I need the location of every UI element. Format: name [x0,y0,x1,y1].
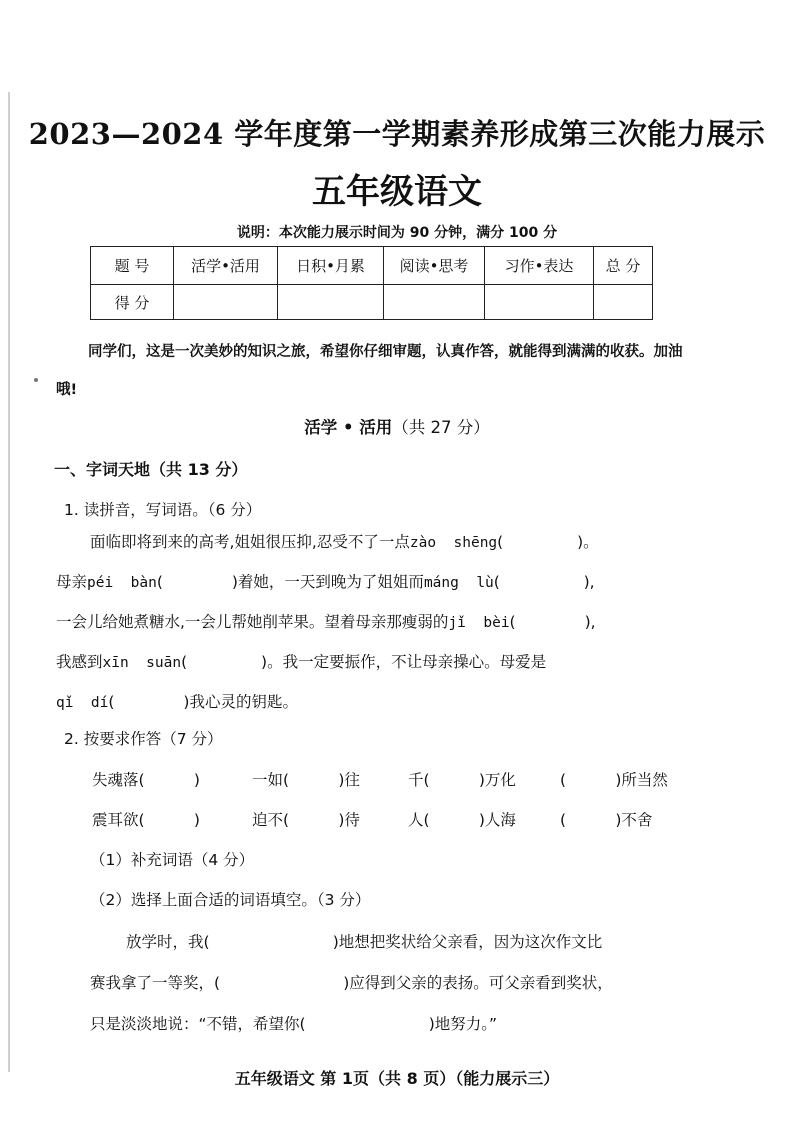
score-cell[interactable] [594,285,653,320]
question-1-heading: 1. 读拼音，写词语。（6 分） [64,501,262,519]
answer-blank[interactable]: ( ), [493,573,595,591]
fill-in-passage-line[interactable]: 放学时，我( )地想把奖状给父亲看，因为这次作文比 [126,933,603,951]
section-heading [0,414,794,438]
q1-text: 我感到 [56,653,103,671]
section-title: 活学 • 活用 [304,418,393,437]
score-table-score-row [91,285,653,320]
score-cell[interactable] [384,285,485,320]
pinyin: qǐ dí [56,695,109,711]
pinyin: xīn suān [102,655,182,671]
idiom-blank[interactable]: 失魂落( ) [92,771,200,789]
idiom-blank[interactable]: 人( )人海 [408,811,516,829]
q1-line [56,650,546,672]
score-table-header-cell: 阅读•思考 [384,247,485,285]
idiom-blank[interactable]: ( )不舍 [560,811,653,829]
fill-in-passage-line[interactable]: 赛我拿了一等奖，( )应得到父亲的表扬。可父亲看到奖状， [90,974,613,992]
question-2-heading: 2. 按要求作答（7 分） [64,730,223,748]
score-table-header-cell: 总 分 [594,247,653,285]
score-row-label: 得 分 [91,285,174,320]
q1-line [56,690,298,712]
idiom-blank[interactable]: 震耳欲( ) [92,811,200,829]
idiom-blank[interactable]: 一如( )往 [252,771,360,789]
answer-blank[interactable]: ( )。 [497,533,599,551]
score-table-header-row [91,247,653,285]
pinyin: jǐ bèi [448,615,510,631]
q1-line [90,530,599,552]
score-cell[interactable] [278,285,384,320]
pinyin: zào shēng [409,535,498,551]
exam-title: 2023—2024 学年度第一学期素养形成第三次能力展示 [28,117,766,151]
section-points: （共 27 分） [392,418,490,437]
pinyin: máng lù [423,575,494,591]
score-table-header-cell: 题 号 [91,247,174,285]
score-table-header-cell: 日积•月累 [278,247,384,285]
q1-line [56,570,595,592]
part-heading: 一、字词天地（共 13 分） [54,460,248,479]
intro-text: 同学们，这是一次美妙的知识之旅，希望你仔细审题，认真作答，就能得到满满的收获。加油哦! [56,344,683,398]
scan-mark [34,378,38,382]
q1-text: 面临即将到来的高考,姐姐很压抑,忍受不了一点 [90,533,410,551]
idiom-blank[interactable]: 千( )万化 [408,771,516,789]
answer-blank[interactable]: ( )我心灵的钥匙。 [108,693,298,711]
score-cell[interactable] [485,285,594,320]
score-table [90,246,653,320]
answer-blank[interactable]: ( )着她，一天到晚为了姐姐而 [156,573,424,591]
score-table-header-cell: 活学•活用 [174,247,278,285]
answer-blank[interactable]: ( ), [509,613,596,631]
subquestion-2: （2）选择上面合适的词语填空。（3 分） [90,891,371,909]
answer-blank[interactable]: ( )。我一定要振作，不让母亲操心。母爱是 [181,653,547,671]
fill-in-passage-line[interactable]: 只是淡淡地说：“不错，希望你( )地努力。” [90,1015,498,1033]
exam-instructions: 说明：本次能力展示时间为 90 分钟，满分 100 分 [236,225,558,241]
pinyin: péi bàn [87,575,157,591]
page-footer: 五年级语文 第 1页（共 8 页）（能力展示三） [234,1069,560,1088]
subject-title: 五年级语文 [312,172,482,212]
q1-text: 一会儿给她煮糖水,一会儿帮她削苹果。望着母亲那瘦弱的 [56,613,449,631]
subquestion-1: （1）补充词语（4 分） [90,851,255,869]
idiom-blank[interactable]: 迫不( )待 [252,811,360,829]
score-table-header-cell: 习作•表达 [485,247,594,285]
score-cell[interactable] [174,285,278,320]
q1-line [56,610,596,632]
idiom-blank[interactable]: ( )所当然 [560,771,668,789]
q1-text: 母亲 [56,573,88,591]
